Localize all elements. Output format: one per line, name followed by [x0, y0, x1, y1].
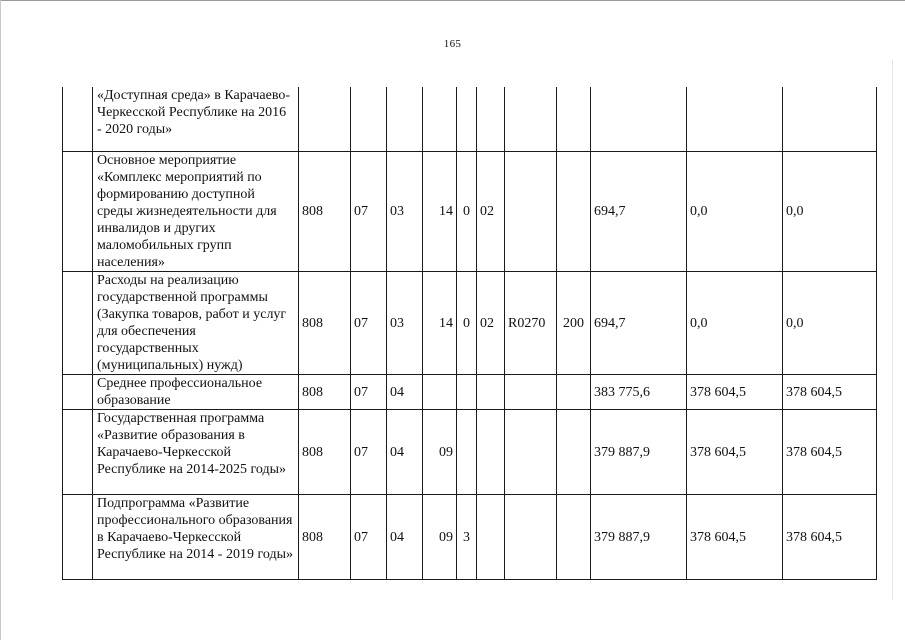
- sum-year2-cell: [687, 87, 783, 152]
- direction-cell: [505, 152, 557, 272]
- ved-cell: 808: [299, 152, 351, 272]
- program-cell: [423, 87, 457, 152]
- scan-margin-rule: [892, 60, 893, 600]
- ved-cell: 808: [299, 375, 351, 410]
- row-index-cell: [63, 87, 93, 152]
- budget-table: [62, 87, 877, 580]
- sum-year1-cell: 694,7: [591, 272, 687, 375]
- measure-cell: [477, 410, 505, 495]
- sum-year3-cell: [783, 87, 877, 152]
- ved-cell: 808: [299, 495, 351, 580]
- row-index-cell: [63, 410, 93, 495]
- expense-type-cell: 200: [557, 272, 591, 375]
- sum-year1-cell: 379 887,9: [591, 410, 687, 495]
- page-number: 165: [443, 38, 462, 50]
- direction-cell: [505, 410, 557, 495]
- program-cell: [423, 375, 457, 410]
- expense-type-cell: [557, 152, 591, 272]
- row-index-cell: [63, 152, 93, 272]
- row-index-cell: [63, 495, 93, 580]
- rz-cell: 07: [351, 495, 387, 580]
- sum-year3-cell: 378 604,5: [783, 495, 877, 580]
- measure-cell: [477, 495, 505, 580]
- program-cell: 14: [423, 272, 457, 375]
- expense-name: Подпрограмма «Развитие профессионального образования в Карачаево-Черкесской Республике на 2014 - 2019 годы»: [93, 495, 299, 580]
- sum-year3-cell: 378 604,5: [783, 375, 877, 410]
- sum-year3-cell: 378 604,5: [783, 410, 877, 495]
- pr-cell: [387, 87, 423, 152]
- sum-year2-cell: 378 604,5: [687, 410, 783, 495]
- measure-cell: [477, 375, 505, 410]
- rz-cell: 07: [351, 152, 387, 272]
- subprogram-cell: [457, 410, 477, 495]
- subprogram-cell: [457, 375, 477, 410]
- program-cell: 14: [423, 152, 457, 272]
- measure-cell: 02: [477, 272, 505, 375]
- expense-type-cell: [557, 410, 591, 495]
- direction-cell: R0270: [505, 272, 557, 375]
- sum-year1-cell: 379 887,9: [591, 495, 687, 580]
- ved-cell: [299, 87, 351, 152]
- direction-cell: [505, 495, 557, 580]
- table-row: [63, 272, 877, 375]
- table-row: [63, 87, 877, 152]
- direction-cell: [505, 87, 557, 152]
- pr-cell: 03: [387, 272, 423, 375]
- rz-cell: 07: [351, 272, 387, 375]
- subprogram-cell: [457, 87, 477, 152]
- sum-year2-cell: 378 604,5: [687, 375, 783, 410]
- sum-year1-cell: [591, 87, 687, 152]
- expense-name: Расходы на реализацию государственной программы (Закупка товаров, работ и услуг для обеспечения государственных (муниципальных) нужд): [93, 272, 299, 375]
- expense-type-cell: [557, 495, 591, 580]
- sum-year1-cell: 383 775,6: [591, 375, 687, 410]
- scan-top-edge: [0, 0, 905, 1]
- sum-year2-cell: 0,0: [687, 272, 783, 375]
- table-row: [63, 495, 877, 580]
- pr-cell: 03: [387, 152, 423, 272]
- expense-type-cell: [557, 87, 591, 152]
- sum-year2-cell: 0,0: [687, 152, 783, 272]
- rz-cell: 07: [351, 410, 387, 495]
- subprogram-cell: 0: [457, 272, 477, 375]
- rz-cell: 07: [351, 375, 387, 410]
- expense-name: «Доступная среда» в Карачаево-Черкесской Республике на 2016 - 2020 годы»: [93, 87, 299, 152]
- expense-type-cell: [557, 375, 591, 410]
- direction-cell: [505, 375, 557, 410]
- program-cell: 09: [423, 495, 457, 580]
- row-index-cell: [63, 272, 93, 375]
- pr-cell: 04: [387, 410, 423, 495]
- sum-year2-cell: 378 604,5: [687, 495, 783, 580]
- ved-cell: 808: [299, 410, 351, 495]
- rz-cell: [351, 87, 387, 152]
- measure-cell: [477, 87, 505, 152]
- table-row: [63, 152, 877, 272]
- sum-year3-cell: 0,0: [783, 152, 877, 272]
- expense-name: Основное мероприятие «Комплекс мероприятий по формированию доступной среды жизнедеятельности для инвалидов и других маломобильных групп населения»: [93, 152, 299, 272]
- sum-year1-cell: 694,7: [591, 152, 687, 272]
- measure-cell: 02: [477, 152, 505, 272]
- expense-name: Государственная программа «Развитие образования в Карачаево-Черкесской Республике на 2014-2025 годы»: [93, 410, 299, 495]
- table-row: [63, 375, 877, 410]
- expense-name: Среднее профессиональное образование: [93, 375, 299, 410]
- subprogram-cell: 3: [457, 495, 477, 580]
- table-row: [63, 410, 877, 495]
- pr-cell: 04: [387, 495, 423, 580]
- pr-cell: 04: [387, 375, 423, 410]
- sum-year3-cell: 0,0: [783, 272, 877, 375]
- subprogram-cell: 0: [457, 152, 477, 272]
- ved-cell: 808: [299, 272, 351, 375]
- program-cell: 09: [423, 410, 457, 495]
- scan-left-edge: [0, 0, 1, 640]
- row-index-cell: [63, 375, 93, 410]
